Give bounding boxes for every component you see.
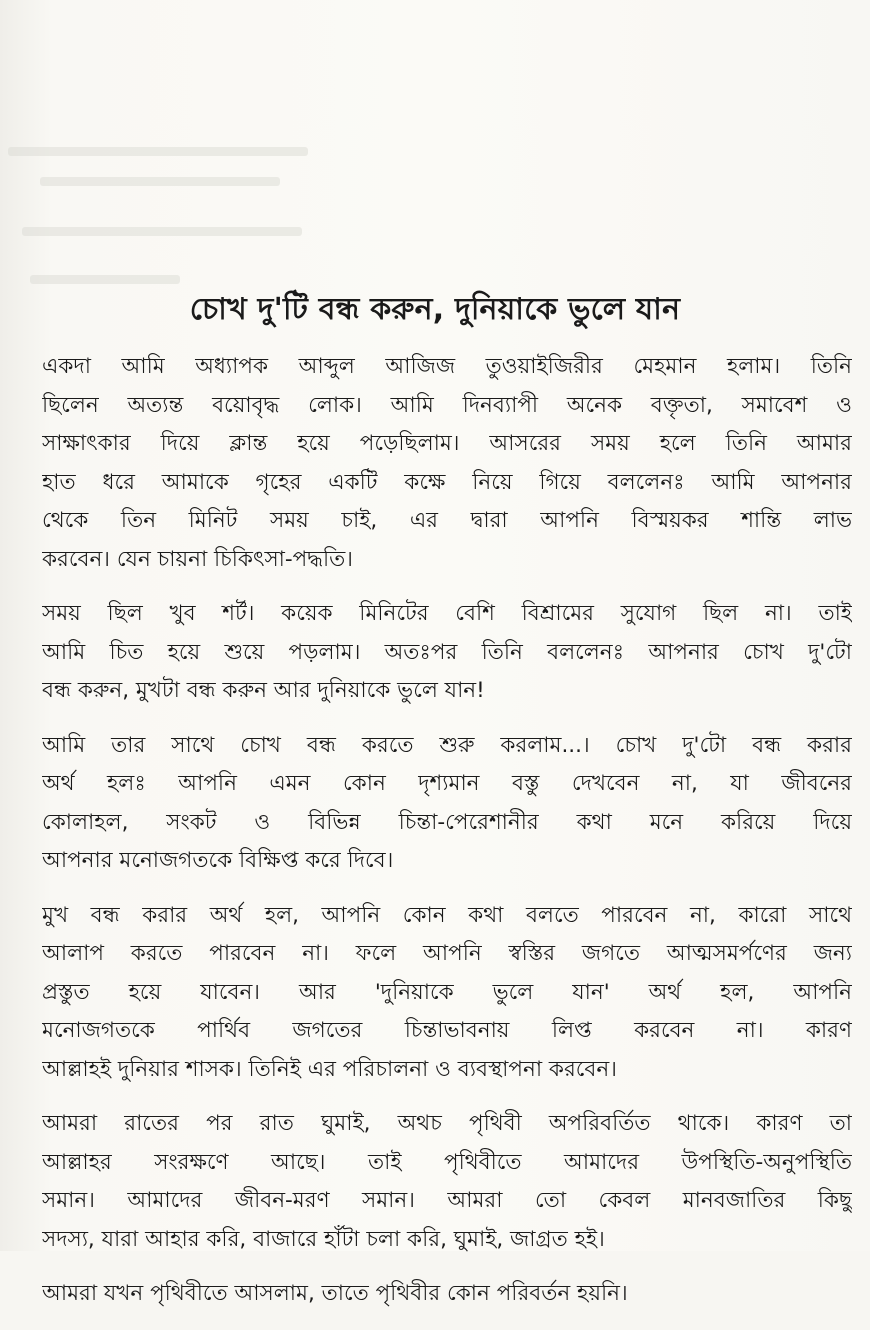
text-line: একদা আমি অধ্যাপক আব্দুল আজিজ তুওয়াইজিরীর মেহমান হলাম। তিনি — [42, 354, 852, 379]
text-line: মনোজগতকে পার্থিব জগতের চিন্তাভাবনায় লিপ্ত করবেন না। কারণ — [42, 1018, 852, 1043]
text-line: সমান। আমাদের জীবন-মরণ সমান। আমরা তো কেবল মানবজাতির কিছু — [42, 1188, 852, 1213]
text-line: আমরা যখন পৃথিবীতে আসলাম, তাতে পৃথিবীর কোন পরিবর্তন হয়নি। — [42, 1281, 628, 1306]
text-line: আলাপ করতে পারবেন না। ফলে আপনি স্বস্তির জগতে আত্মসমর্পণের জন্য — [42, 941, 852, 966]
text-line: প্রস্তুত হয়ে যাবেন। আর 'দুনিয়াকে ভুলে যান' অর্থ হল, আপনি — [42, 979, 852, 1005]
text-line: আমি তার সাথে চোখ বন্ধ করতে শুরু করলাম...। চোখ দু'টো বন্ধ করার — [42, 732, 852, 758]
text-line: সময় ছিল খুব শর্ট। কয়েক মিনিটের বেশি বিশ্রামের সুযোগ ছিল না। তাই — [42, 601, 852, 626]
text-line: আল্লাহর সংরক্ষণে আছে। তাই পৃথিবীতে আমাদের উপস্থিতি-অনুপস্থিতি — [42, 1149, 852, 1175]
text-line: সাক্ষাৎকার দিয়ে ক্লান্ত হয়ে পড়েছিলাম। আসরের সময় হলে তিনি আমার — [42, 431, 852, 456]
text-line: হাত ধরে আমাকে গৃহের একটি কক্ষে নিয়ে গিয়ে বললেনঃ আমি আপনার — [42, 469, 852, 495]
text-line: আপনার মনোজগতকে বিক্ষিপ্ত করে দিবে। — [42, 848, 394, 873]
paragraph — [42, 1105, 852, 1259]
paragraph — [42, 1275, 852, 1314]
text-line: করবেন। যেন চায়না চিকিৎসা-পদ্ধতি। — [42, 546, 353, 572]
paragraph — [42, 897, 852, 1090]
text-line: সদস্য, যারা আহার করি, বাজারে হাঁটা চলা করি, ঘুমাই, জাগ্রত হই। — [42, 1226, 605, 1252]
text-line: মুখ বন্ধ করার অর্থ হল, আপনি কোন কথা বলতে পারবেন না, কারো সাথে — [42, 902, 852, 928]
text-line: আল্লাহই দুনিয়ার শাসক। তিনিই এর পরিচালনা ও ব্যবস্থাপনা করবেন। — [42, 1056, 617, 1082]
paragraph — [42, 727, 852, 881]
text-line: আমরা রাতের পর রাত ঘুমাই, অথচ পৃথিবী অপরিবর্তিত থাকে। কারণ তা — [42, 1111, 852, 1136]
text-line: অর্থ হলঃ আপনি এমন কোন দৃশ্যমান বস্তু দেখবেন না, যা জীবনের — [42, 771, 852, 796]
text-line: থেকে তিন মিনিট সময় চাই, এর দ্বারা আপনি বিস্ময়কর শান্তি লাভ — [42, 508, 852, 533]
paragraph — [42, 595, 852, 711]
bleed-through-text — [0, 135, 330, 305]
text-line: ছিলেন অত্যন্ত বয়োবৃদ্ধ লোক। আমি দিনব্যাপী অনেক বক্তৃতা, সমাবেশ ও — [42, 392, 852, 418]
paragraph — [42, 348, 852, 579]
body-text — [42, 348, 852, 1330]
text-line: আমি চিত হয়ে শুয়ে পড়লাম। অতঃপর তিনি বললেনঃ আপনার চোখ দু'টো — [42, 639, 852, 665]
text-line: কোলাহল, সংকট ও বিভিন্ন চিন্তা-পেরেশানীর কথা মনে করিয়ে দিয়ে — [42, 809, 852, 835]
text-line: বন্ধ করুন, মুখটা বন্ধ করুন আর দুনিয়াকে ভুলে যান! — [42, 678, 485, 703]
page-title: চোখ দু'টি বন্ধ করুন, দুনিয়াকে ভুলে যান — [189, 292, 681, 327]
